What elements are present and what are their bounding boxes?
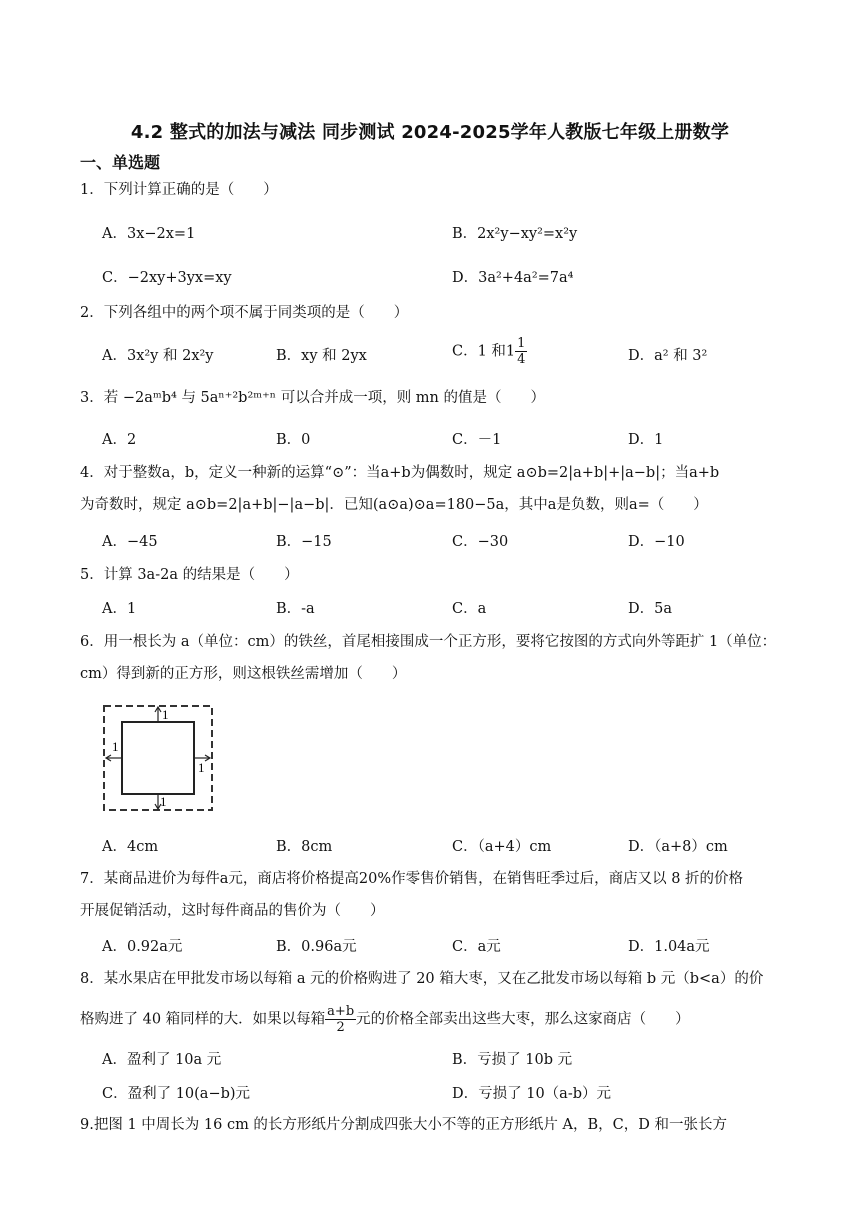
question-7-option-b: B．0.96a元 bbox=[276, 939, 357, 955]
question-2-option-b: B．xy 和 2yx bbox=[276, 348, 367, 364]
question-6-option-a: A．4cm bbox=[102, 839, 159, 855]
question-6-option-b: B．8cm bbox=[276, 839, 333, 855]
question-1-stem: 1．下列计算正确的是（ ） bbox=[80, 182, 278, 198]
question-4-option-a: A．−45 bbox=[102, 534, 158, 550]
question-2-option-c bbox=[452, 336, 527, 367]
question-1-option-d: D．3a²+4a²=7a⁴ bbox=[452, 270, 574, 286]
question-7-option-d: D．1.04a元 bbox=[628, 939, 710, 955]
question-6-line-1: 6．用一根长为 a（单位：cm）的铁丝，首尾相接围成一个正方形，要将它按图的方式向外等距扩 1（单位： bbox=[80, 634, 777, 650]
question-8-option-b: B．亏损了 10b 元 bbox=[452, 1052, 573, 1068]
question-5-option-d: D．5a bbox=[628, 601, 672, 617]
question-7-option-a: A．0.92a元 bbox=[102, 939, 183, 955]
question-4-option-c: C．−30 bbox=[452, 534, 509, 550]
question-2-option-d: D．a² 和 3² bbox=[628, 348, 708, 364]
question-4-option-d: D．−10 bbox=[628, 534, 685, 550]
question-5-option-b: B．-a bbox=[276, 601, 315, 617]
question-5-stem: 5．计算 3a-2a 的结果是（ ） bbox=[80, 567, 299, 583]
question-8-line-2-prefix: 格购进了 40 箱同样的大．如果以每箱 bbox=[80, 1011, 326, 1028]
question-4-line-1: 4．对于整数a，b，定义一种新的运算“⊙”：当a+b为偶数时，规定 a⊙b=2|a+b|+|a−b|；当a+b bbox=[80, 465, 720, 481]
question-9-stem: 9.把图 1 中周长为 16 cm 的长方形纸片分割成四张大小不等的正方形纸片 A，B，C，D 和一张长方 bbox=[80, 1117, 727, 1133]
page-title: 4.2 整式的加法与减法 同步测试 2024-2025学年人教版七年级上册数学 bbox=[130, 122, 730, 143]
question-6-option-c: C．（a+4）cm bbox=[452, 839, 552, 855]
question-2-stem: 2．下列各组中的两个项不属于同类项的是（ ） bbox=[80, 305, 409, 321]
label-top: 1 bbox=[162, 707, 169, 722]
question-3-stem: 3．若 −2aᵐb⁴ 与 5aⁿ⁺²b²ᵐ⁺ⁿ 可以合并成一项，则 mn 的值是（ ） bbox=[80, 390, 545, 406]
question-6-option-d: D．（a+8）cm bbox=[628, 839, 728, 855]
inner-square bbox=[122, 722, 194, 794]
question-3-option-d: D．1 bbox=[628, 432, 664, 448]
question-1-option-a: A．3x−2x=1 bbox=[102, 226, 196, 242]
question-7-line-2: 开展促销活动，这时每件商品的售价为（ ） bbox=[80, 903, 385, 919]
question-8-option-d: D．亏损了 10（a-b）元 bbox=[452, 1086, 612, 1102]
fraction-a-plus-b-over-2: $\frac{a+b}{2}$ bbox=[327, 1004, 355, 1035]
label-left: 1 bbox=[112, 739, 119, 754]
square-expansion-figure bbox=[100, 702, 216, 814]
question-7-option-c: C．a元 bbox=[452, 939, 501, 955]
question-3-option-b: B．0 bbox=[276, 432, 311, 448]
section-heading: 一、单选题 bbox=[80, 153, 161, 172]
question-8-option-a: A．盈利了 10a 元 bbox=[102, 1052, 222, 1068]
question-4-option-b: B．−15 bbox=[276, 534, 332, 550]
question-2-option-c-text: C．1 和1 bbox=[452, 343, 516, 360]
question-4-line-2: 为奇数时，规定 a⊙b=2|a+b|−|a−b|．已知(a⊙a)⊙a=180−5a，其中a是负数，则a=（ ） bbox=[80, 497, 708, 513]
question-1-option-b: B．2x²y−xy²=x²y bbox=[452, 226, 578, 242]
question-8-option-c: C．盈利了 10(a−b)元 bbox=[102, 1086, 251, 1102]
question-1-option-c: C．−2xy+3yx=xy bbox=[102, 270, 232, 286]
question-8-line-1: 8．某水果店在甲批发市场以每箱 a 元的价格购进了 20 箱大枣，又在乙批发市场以每箱 b 元（b<a）的价 bbox=[80, 971, 764, 987]
question-5-option-a: A．1 bbox=[102, 601, 137, 617]
question-6-line-2: cm）得到新的正方形，则这根铁丝需增加（ ） bbox=[80, 666, 407, 682]
question-8-line-2 bbox=[80, 1004, 820, 1035]
label-bottom: 1 bbox=[160, 794, 167, 809]
question-8-line-2-suffix: 元的价格全部卖出这些大枣，那么这家商店（ ） bbox=[356, 1011, 690, 1028]
question-2-option-a: A．3x²y 和 2x²y bbox=[102, 348, 214, 364]
question-7-line-1: 7．某商品进价为每件a元，商店将价格提高20%作零售价销售，在销售旺季过后，商店又以 8 折的价格 bbox=[80, 871, 744, 887]
question-5-option-c: C．a bbox=[452, 601, 487, 617]
question-3-option-a: A．2 bbox=[102, 432, 137, 448]
mixed-fraction: $\frac{1}{4}$ bbox=[517, 336, 526, 367]
question-3-option-c: C．－1 bbox=[452, 432, 502, 448]
label-right: 1 bbox=[198, 760, 205, 775]
